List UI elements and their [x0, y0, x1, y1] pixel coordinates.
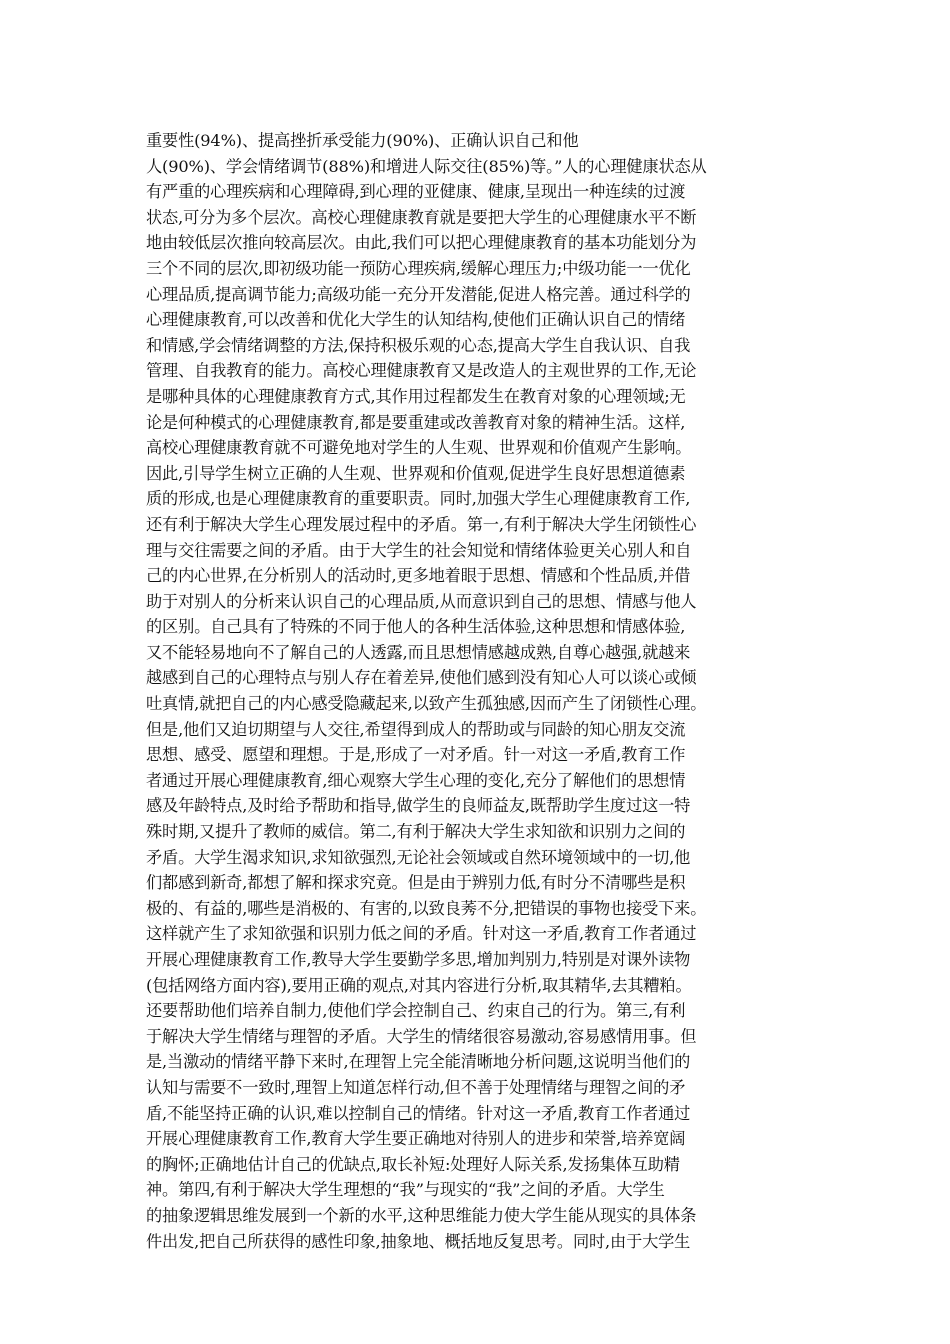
text-line: 越感到自己的心理特点与别人存在着差异,使他们感到没有知心人可以谈心或倾 — [146, 668, 697, 688]
text-line: 高校心理健康教育就不可避免地对学生的人生观、世界观和价值观产生影响。 — [146, 438, 692, 458]
text-line: 矛盾。大学生渴求知识,求知欲强烈,无论社会领域或自然环境领域中的一切,他 — [146, 847, 691, 867]
text-line: 感及年龄特点,及时给予帮助和指导,做学生的良师益友,既帮助学生度过这一特 — [146, 796, 691, 816]
text-line: 这样就产生了求知欲强和识别力低之间的矛盾。针对这一矛盾,教育工作者通过 — [146, 924, 697, 944]
text-line: 论是何种模式的心理健康教育,都是要重建或改善教育对象的精神生活。这样, — [146, 412, 686, 432]
text-line: 吐真情,就把自己的内心感受隐藏起来,以致产生孤独感,因而产生了闭锁性心理。 — [146, 694, 707, 714]
text-line: 心理健康教育,可以改善和优化大学生的认知结构,使他们正确认识自己的情绪 — [146, 310, 686, 330]
text-line: 者通过开展心理健康教育,细心观察大学生心理的变化,充分了解他们的思想情 — [146, 770, 686, 790]
text-line: 理与交往需要之间的矛盾。由于大学生的社会知觉和情绪体验更关心别人和自 — [146, 540, 692, 560]
text-line: 助于对别人的分析来认识自己的心理品质,从而意识到自己的思想、情感与他人 — [146, 591, 697, 611]
text-line: 于解决大学生情绪与理智的矛盾。大学生的情绪很容易激动,容易感情用事。但 — [146, 1026, 697, 1046]
text-line: 是,当激动的情绪平静下来时,在理智上完全能清晰地分析问题,这说明当他们的 — [146, 1052, 691, 1072]
text-line: 但是,他们又迫切期望与人交往,希望得到成人的帮助或与同龄的知心朋友交流 — [146, 719, 686, 739]
text-line: 思想、感受、愿望和理想。于是,形成了一对矛盾。针一对这一矛盾,教育工作 — [146, 745, 686, 765]
body-text — [146, 128, 816, 1254]
text-line: 心理品质,提高调节能力;高级功能一充分开发潜能,促进人格完善。通过科学的 — [146, 284, 691, 304]
text-line: 开展心理健康教育工作,教育大学生要正确地对待别人的进步和荣誉,培养宽阔 — [146, 1129, 686, 1149]
text-line: 人(90%)、学会情绪调节(88%)和增进人际交往(85%)等。”人的心理健康状态从 — [146, 156, 707, 176]
text-line: 质的形成,也是心理健康教育的重要职责。同时,加强大学生心理健康教育工作, — [146, 489, 691, 509]
text-line: 开展心理健康教育工作,教导大学生要勤学多思,增加判别力,特别是对课外读物 — [146, 950, 691, 969]
text-line: 还要帮助他们培养自制力,使他们学会控制自己、约束自己的行为。第三,有利 — [146, 1001, 686, 1021]
text-line: 有严重的心理疾病和心理障碍,到心理的亚健康、健康,呈现出一种连续的过渡 — [146, 182, 686, 202]
text-line: 还有利于解决大学生心理发展过程中的矛盾。第一,有利于解决大学生闭锁性心 — [146, 514, 697, 534]
text-line: 们都感到新奇,都想了解和探求究竟。但是由于辨别力低,有时分不清哪些是积 — [146, 873, 686, 893]
text-line: 极的、有益的,哪些是消极的、有害的,以致良莠不分,把错误的事物也接受下来。 — [146, 898, 707, 918]
text-line: 三个不同的层次,即初级功能一预防心理疾病,缓解心理压力;中级功能一一优化 — [146, 258, 691, 278]
text-line: 己的内心世界,在分析别人的活动时,更多地着眼于思想、情感和个性品质,并借 — [146, 566, 691, 586]
text-line: 管理、自我教育的能力。高校心理健康教育又是改造人的主观世界的工作,无论 — [146, 361, 697, 381]
text-line: 状态,可分为多个层次。高校心理健康教育就是要把大学生的心理健康水平不断 — [146, 207, 697, 227]
text-line: 的区别。自己具有了特殊的不同于他人的各种生活体验,这种思想和情感体验, — [146, 617, 686, 637]
text-line: 和情感,学会情绪调整的方法,保持积极乐观的心态,提高大学生自我认识、自我 — [146, 335, 691, 355]
text-line: 殊时期,又提升了教师的威信。第二,有利于解决大学生求知欲和识别力之间的 — [146, 822, 686, 842]
text-line: 的胸怀;正确地估计自己的优缺点,取长补短:处理好人际关系,发扬集体互助精 — [146, 1154, 680, 1174]
text-line: (包括网络方面内容),要用正确的观点,对其内容进行分析,取其精华,去其糟粕。 — [146, 975, 692, 995]
text-line: 件出发,把自己所获得的感性印象,抽象地、概括地反复思考。同时,由于大学生 — [146, 1231, 691, 1251]
text-line: 是哪种具体的心理健康教育方式,其作用过程都发生在教育对象的心理领域;无 — [146, 386, 686, 406]
text-line: 重要性(94%)、提高挫折承受能力(90%)、正确认识自己和他 — [146, 131, 579, 150]
text-line: 盾,不能坚持正确的认识,难以控制自己的情绪。针对这一矛盾,教育工作者通过 — [146, 1103, 691, 1123]
text-line: 认知与需要不一致时,理智上知道怎样行动,但不善于处理情绪与理智之间的矛 — [146, 1077, 686, 1097]
text-line: 因此,引导学生树立正确的人生观、世界观和价值观,促进学生良好思想道德素 — [146, 463, 686, 483]
text-line: 的抽象逻辑思维发展到一个新的水平,这种思维能力使大学生能从现实的具体条 — [146, 1205, 697, 1225]
text-line: 神。第四,有利于解决大学生理想的“我”与现实的“我”之间的矛盾。大学生 — [146, 1180, 665, 1200]
text-line: 又不能轻易地向不了解自己的人透露,而且思想情感越成熟,自尊心越强,就越来 — [146, 642, 691, 662]
text-line: 地由较低层次推向较高层次。由此,我们可以把心理健康教育的基本功能划分为 — [146, 233, 697, 253]
